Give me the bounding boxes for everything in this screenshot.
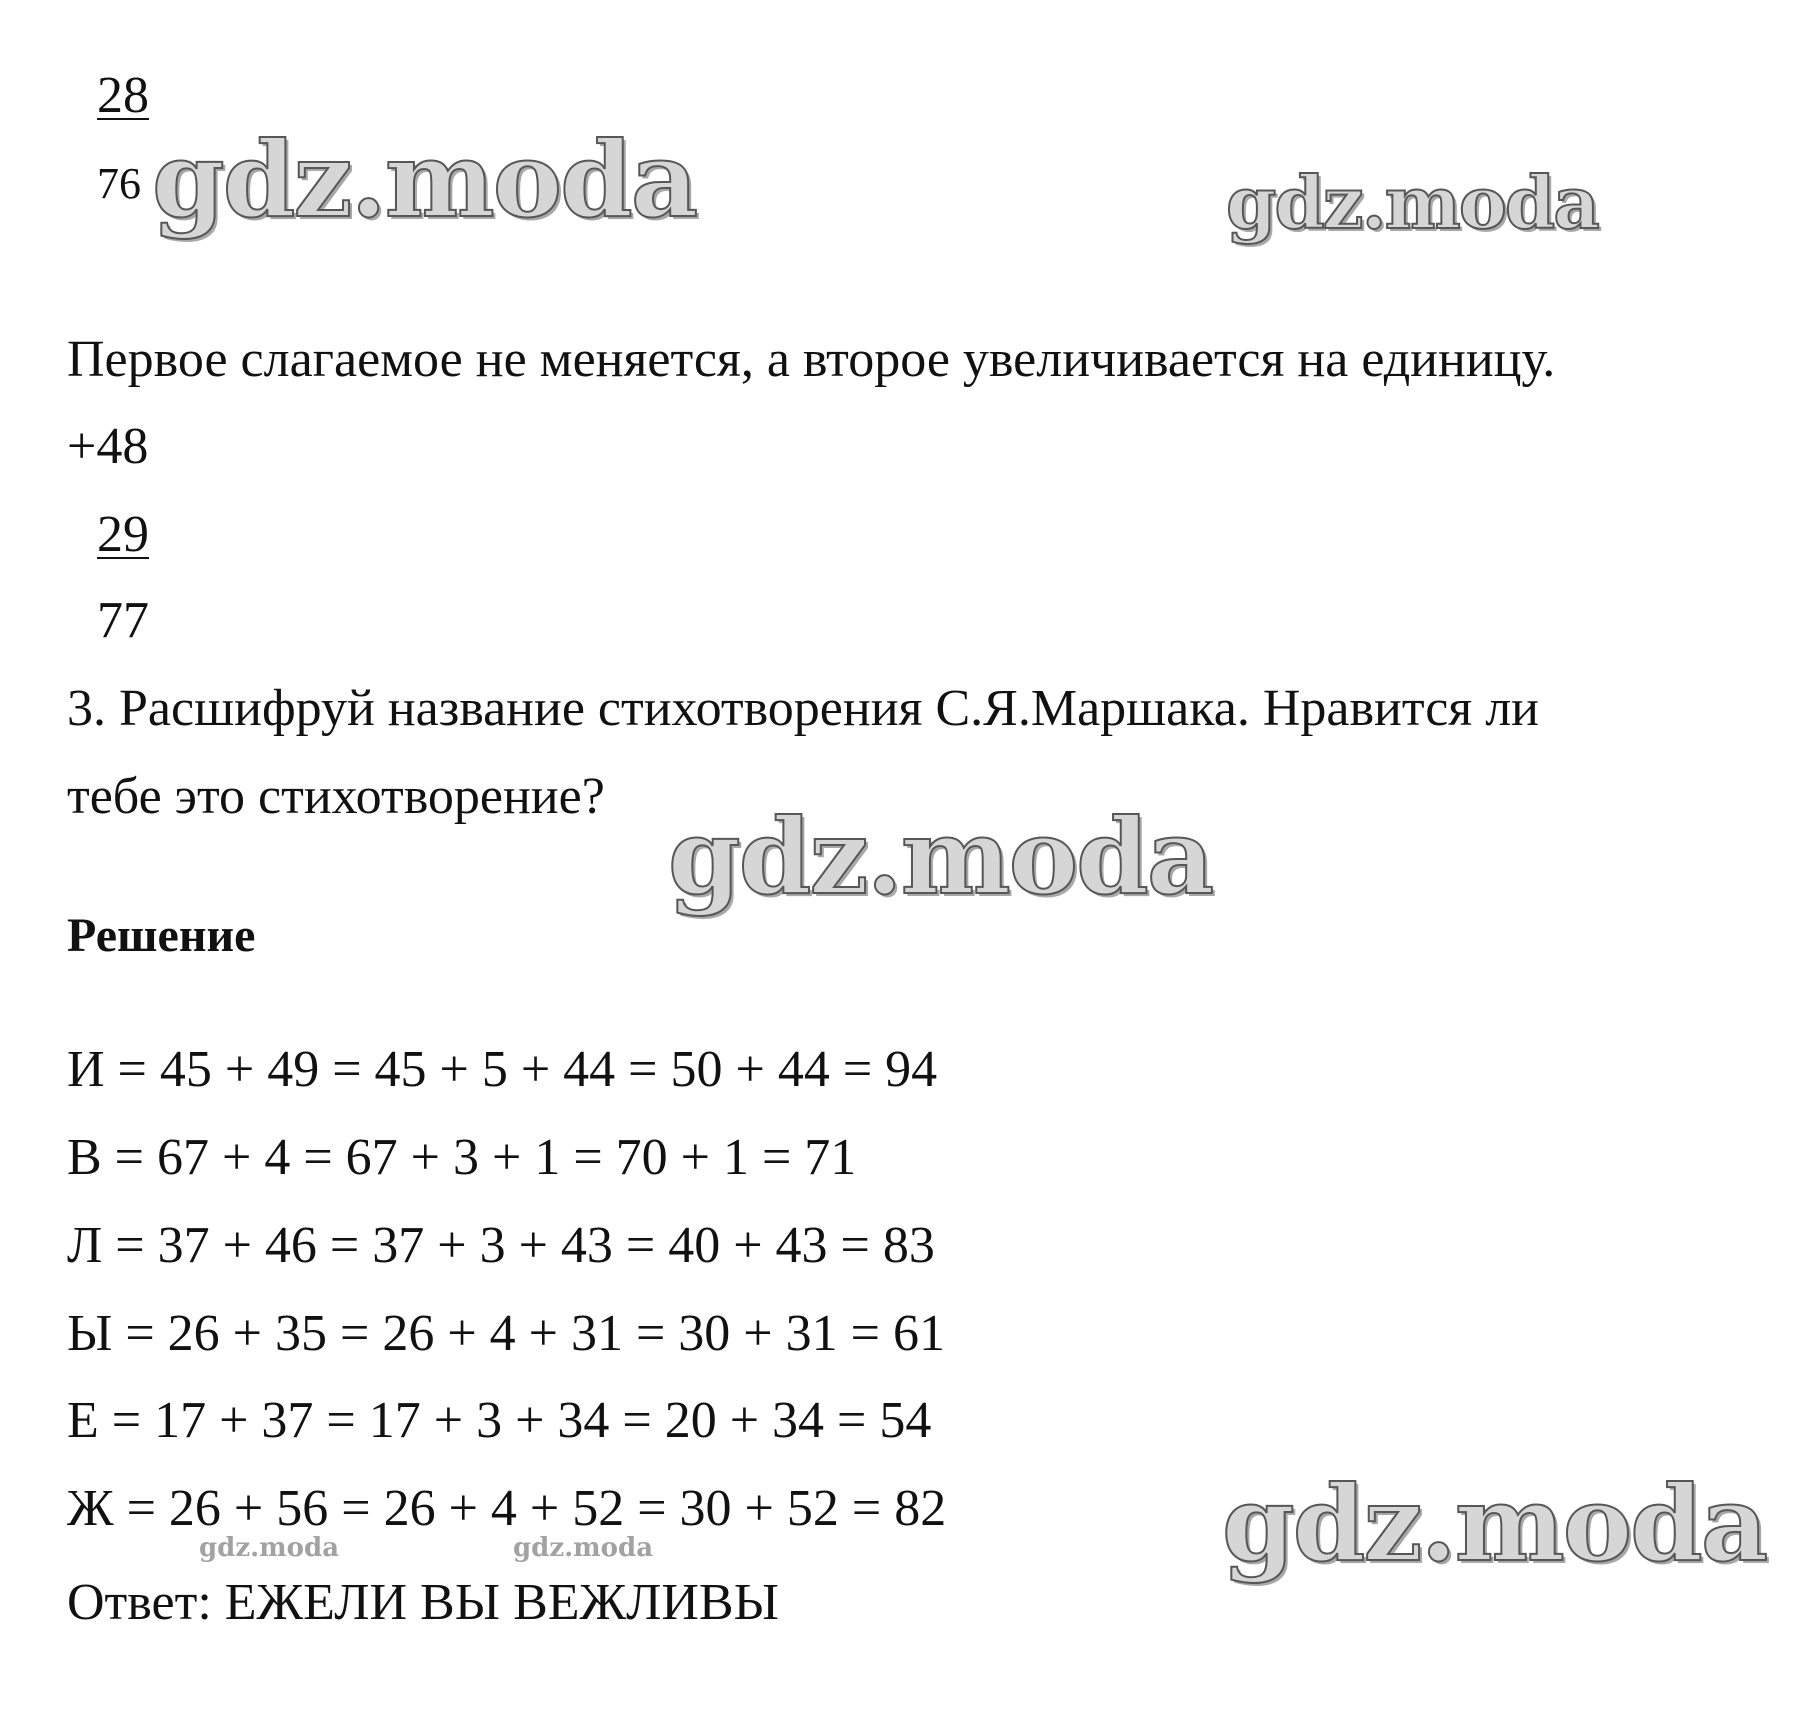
watermark-logo: gdz.moda: [152, 118, 697, 241]
task-line-1: 3. Расшифруй название стихотворения С.Я.Маршака. Нравится ли: [67, 680, 1539, 737]
watermark-logo: gdz.moda: [1226, 160, 1598, 245]
equation-line: Е = 17 + 37 = 17 + 3 + 34 = 20 + 34 = 54: [67, 1392, 932, 1449]
equation-line: В = 67 + 4 = 67 + 3 + 1 = 70 + 1 = 71: [67, 1129, 857, 1186]
watermark-logo: gdz.moda: [668, 795, 1213, 918]
solution-heading: Решение: [67, 909, 256, 962]
task-line-2: тебе это стихотворение?: [67, 768, 605, 825]
watermark-small: gdz.moda: [513, 1533, 654, 1563]
watermark-logo: gdz.moda: [1222, 1462, 1767, 1585]
answer-text: Ответ: ЕЖЕЛИ ВЫ ВЕЖЛИВЫ: [67, 1574, 779, 1631]
column1-sum: 76: [97, 159, 141, 208]
equation-line: И = 45 + 49 = 45 + 5 + 44 = 50 + 44 = 94: [67, 1041, 938, 1098]
equation-line: Л = 37 + 46 = 37 + 3 + 43 = 40 + 43 = 83: [67, 1217, 935, 1274]
column2-addend1: +48: [67, 418, 149, 475]
watermark-small: gdz.moda: [199, 1533, 340, 1563]
column2-addend2: 29: [97, 506, 149, 563]
note-text: Первое слагаемое не меняется, а второе увеличивается на единицу.: [67, 331, 1556, 388]
column1-addend2: 28: [97, 67, 149, 124]
equation-line: Ж = 26 + 56 = 26 + 4 + 52 = 30 + 52 = 82: [67, 1480, 947, 1537]
equation-line: Ы = 26 + 35 = 26 + 4 + 31 = 30 + 31 = 61: [67, 1305, 945, 1362]
column2-sum: 77: [97, 592, 149, 649]
